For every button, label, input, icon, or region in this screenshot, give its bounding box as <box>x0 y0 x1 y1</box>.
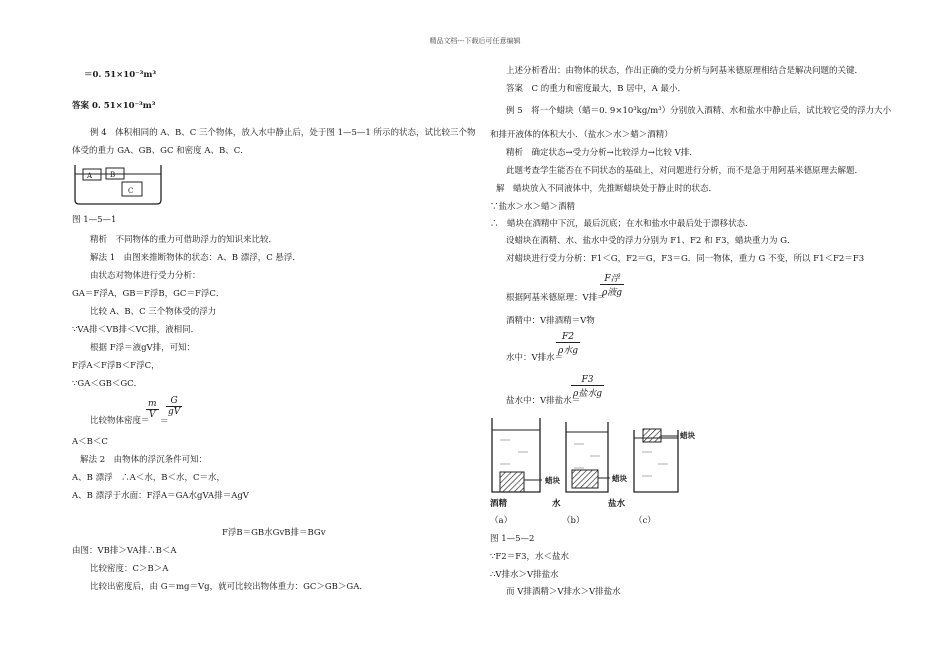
archimedes-text: 根据阿基米德原理：V排＝ <box>506 293 606 303</box>
water-volume-text: 水中：V排水＝ <box>506 353 564 363</box>
text-line: 比较出密度后，由 G＝mg＝Vg，就可比较出物体重力：GC＞GB＞GA． <box>90 582 368 592</box>
text-line: ∴V排水＞V排盐水 <box>490 570 559 580</box>
text-line: 解法 2 由物体的浮沉条件可知： <box>80 455 208 465</box>
text-line: 对蜡块进行受力分析：F1＜G，F2＝G，F3＝G．同一物体，重力 G 不变，所以 F1＜F2＝F3 <box>506 254 865 264</box>
text-line: ∵盐水＞水＞蜡＞酒精 <box>490 202 576 212</box>
fraction-g-over-gv <box>166 396 182 417</box>
text-line: ∵GA＜GB＜GC． <box>72 379 143 389</box>
figure-caption: 图 1—5—2 <box>490 534 535 544</box>
fraction-denominator: ρ水g <box>558 346 579 356</box>
fraction-f-over-rho-g <box>600 271 624 298</box>
saltwater-volume-text: 盐水中：V排盐水＝ <box>506 396 581 406</box>
box-a-label: A <box>87 172 93 180</box>
fraction-f2-over-rho-g <box>556 332 580 356</box>
text-line: 此题考查学生能否在不同状态的基础上，对问题进行分析，而不是急于用阿基米德原理去解题． <box>506 166 864 176</box>
fraction-numerator: F2 <box>556 332 580 343</box>
text-line: 比较 A、B、C 三个物体受的浮力 <box>90 307 217 317</box>
box-c-label: C <box>128 187 134 195</box>
fraction-denominator: ρ盐水g <box>573 389 603 399</box>
text-line: 比较密度：C＞B＞A <box>90 564 169 574</box>
liquid-label-water: 水 <box>552 499 561 509</box>
density-compare-text: 比较物体密度＝ <box>90 416 150 426</box>
text-line: ∵F2＝F3，水＜盐水 <box>490 552 570 562</box>
text-line: 精析 不同物体的重力可借助浮力的知识来比较． <box>90 235 278 245</box>
text-line: 而 V排酒精＞V排水＞V排盐水 <box>506 587 621 597</box>
box-b-label: B <box>110 171 116 179</box>
wax-label-c: 蜡块 <box>680 431 695 440</box>
text-line: A＜B＜C <box>72 437 108 447</box>
fraction-m-over-v <box>146 399 159 420</box>
figure-caption: 图 1—5—1 <box>72 215 117 225</box>
text-line: 解法 1 由图来推断物体的状态：A、B 漂浮，C 悬浮． <box>90 253 301 263</box>
example-4-line: 例 4 体积相同的 A、B、C 三个物体，放入水中静止后，处于图 1—5—1 所示的状态，试比较三个物 <box>90 128 476 138</box>
equals-sign: ＝ <box>160 417 169 427</box>
wax-label-b: 蜡块 <box>612 474 627 483</box>
answer-line: 答案 0. 51×10⁻³m³ <box>72 101 156 111</box>
subfigure-c-label: （c） <box>634 516 656 526</box>
fraction-numerator: G <box>166 396 182 407</box>
text-line: 上述分析看出：由物体的状态，作出正确的受力分析与阿基米德原理相结合是解决问题的关键． <box>506 66 864 76</box>
wax-label-a: 蜡块 <box>545 476 560 485</box>
text-line: 解 蜡块放入不同液体中，先推断蜡块处于静止时的状态． <box>496 184 718 194</box>
answer-line: 答案 C 的重力和密度最大，B 居中，A 最小． <box>506 84 686 94</box>
liquid-label-alcohol: 酒精 <box>490 499 508 509</box>
text-line: 设蜡块在酒精、水、盐水中受的浮力分别为 F1、F2 和 F3，蜡块重力为 G． <box>506 236 796 246</box>
text-line: F浮A＜F浮B＜F浮C， <box>72 361 160 371</box>
text-line: GA＝F浮A，GB＝F浮B，GC＝F浮C． <box>72 289 225 299</box>
subfigure-a-label: （a） <box>490 516 513 526</box>
liquid-label-saltwater: 盐水 <box>608 499 626 509</box>
text-line: A、B 漂浮 ∴A＜水，B＜水，C＝水， <box>72 473 225 483</box>
subfigure-b-label: （b） <box>562 516 585 526</box>
figure-1-5-1 <box>72 162 164 206</box>
text-line: ∵VA排＜VB排＜VC排，液相同． <box>72 325 200 335</box>
fraction-numerator: F浮 <box>600 271 624 285</box>
text-line: F浮B＝GB水GvB排＝BGv <box>222 528 326 538</box>
fraction-denominator: gV <box>168 407 181 417</box>
text-line: ∴ 蜡块在酒精中下沉，最后沉底；在水和盐水中最后处于漂移状态． <box>490 219 754 229</box>
text-line: 和排开液体的体积大小．（盐水＞水＞蜡＞酒精） <box>490 130 673 140</box>
fraction-numerator: m <box>148 399 157 409</box>
page-header: 精品文档---下载后可任意编辑 <box>429 37 521 45</box>
text-line: 精析 确定状态→受力分析→比较浮力→比较 V排． <box>506 148 698 158</box>
example-5-line: 例 5 将一个蜡块（蜡＝0. 9×10³kg/m³）分别放入酒精、水和盐水中静止后，试比较它受的浮力大小 <box>506 106 892 116</box>
text-line: 由状态对物体进行受力分析： <box>90 271 201 281</box>
text-line: 由图：VB排＞VA排∴B＜A <box>72 546 177 556</box>
text-line: 酒精中：V排酒精＝V物 <box>506 316 595 326</box>
fraction-denominator: ρ液g <box>602 288 623 298</box>
figure-1-5-2 <box>486 412 726 496</box>
text-line: 根据 F浮＝液gV排，可知： <box>90 343 196 353</box>
text-line: 体受的重力 GA、GB、GC 和密度 A、B、C． <box>72 146 249 156</box>
text-line: A、B 漂浮于水面：F浮A＝GA水gVA排＝AgV <box>72 491 249 501</box>
fraction-numerator: F3 <box>571 375 604 386</box>
text-line: ＝0. 51×10⁻³m³ <box>84 70 157 80</box>
fraction-denominator: V <box>149 410 156 420</box>
fraction-f3-over-rho-g <box>571 375 604 399</box>
